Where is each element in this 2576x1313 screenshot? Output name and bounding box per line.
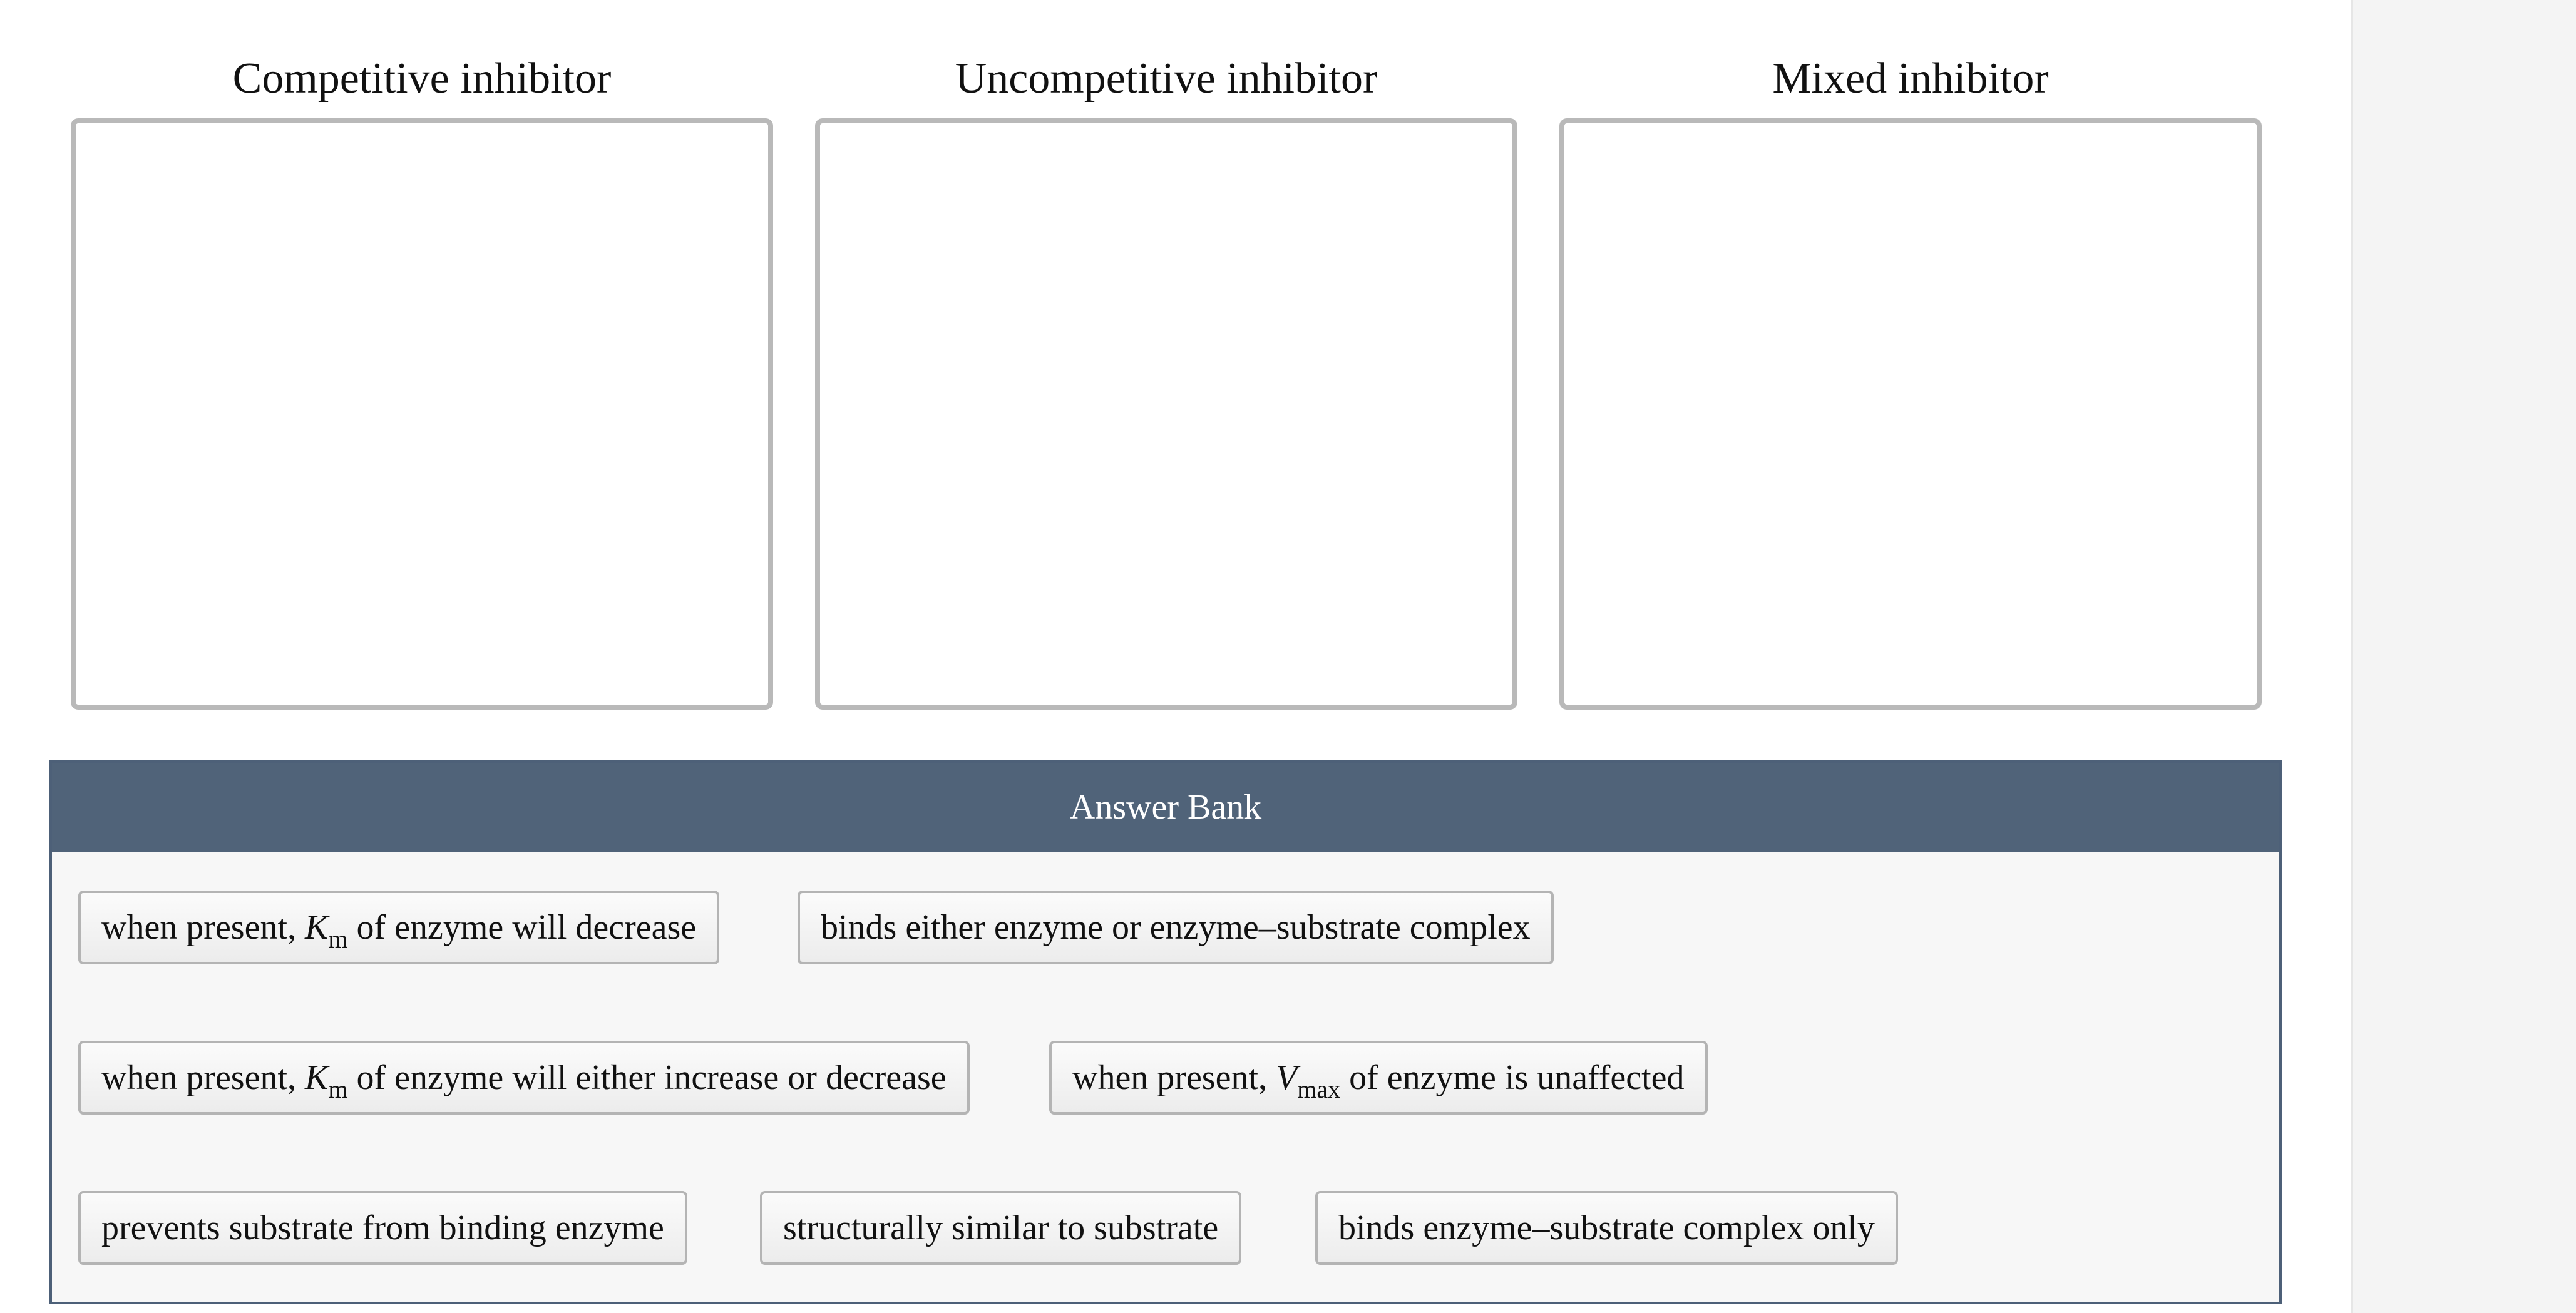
answer-chip-binds-either[interactable]: binds either enzyme or enzyme–substrate complex xyxy=(798,891,1554,964)
answer-chip-km-either[interactable] xyxy=(78,1041,970,1115)
bucket-mixed-inhibitor[interactable] xyxy=(1559,118,2262,710)
answer-chip-vmax-unaffected[interactable] xyxy=(1049,1041,1708,1115)
right-gutter xyxy=(2351,0,2576,1313)
answer-bank xyxy=(49,760,2282,1304)
chip-text: of enzyme is unaffected xyxy=(1340,1058,1685,1097)
km-subscript: m xyxy=(328,1075,348,1103)
vmax-symbol: V xyxy=(1276,1058,1298,1097)
answer-chip-binds-es-only[interactable]: binds enzyme–substrate complex only xyxy=(1315,1191,1898,1265)
chip-text: when present, xyxy=(101,908,305,947)
bucket-uncompetitive-inhibitor[interactable] xyxy=(815,118,1517,710)
answer-bank-title: Answer Bank xyxy=(52,763,2279,852)
chip-text: of enzyme will decrease xyxy=(347,908,697,947)
answer-chip-prevents-binding[interactable]: prevents substrate from binding enzyme xyxy=(78,1191,687,1265)
chip-text: when present, xyxy=(1072,1058,1276,1097)
answer-chip-structurally-similar[interactable]: structurally similar to substrate xyxy=(760,1191,1241,1265)
bucket-competitive-inhibitor[interactable] xyxy=(71,118,773,710)
answer-chip-km-decrease[interactable] xyxy=(78,891,719,964)
chip-text: when present, xyxy=(101,1058,305,1097)
bucket-title-competitive: Competitive inhibitor xyxy=(232,54,612,103)
vmax-subscript: max xyxy=(1297,1075,1341,1103)
bucket-title-uncompetitive: Uncompetitive inhibitor xyxy=(955,54,1378,103)
chip-text: of enzyme will either increase or decrease xyxy=(347,1058,947,1097)
km-symbol: K xyxy=(305,908,329,947)
km-subscript: m xyxy=(328,925,348,953)
bucket-title-mixed: Mixed inhibitor xyxy=(1772,54,2049,103)
km-symbol: K xyxy=(305,1058,329,1097)
